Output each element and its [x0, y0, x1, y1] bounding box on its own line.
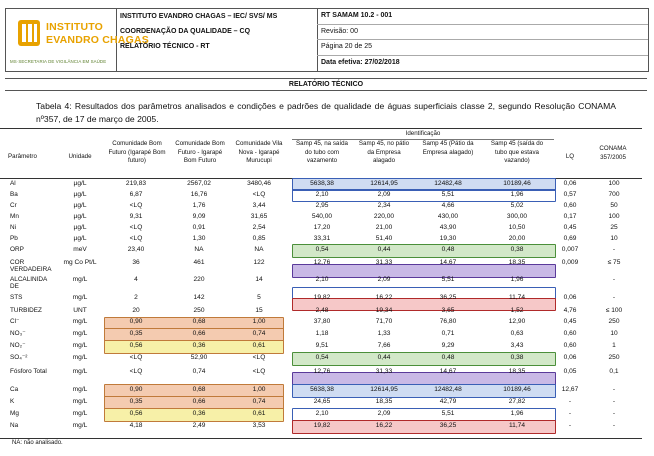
cell-s3: 5,51 [441, 191, 455, 198]
header-lq: LQ [565, 153, 575, 160]
cell-c2: 0,36 [192, 342, 206, 349]
cell-c1: <LQ [129, 202, 143, 209]
cell-s1: 5638,38 [310, 180, 334, 187]
cell-s2: 0,44 [377, 354, 391, 361]
cell-s3: 14,67 [439, 368, 457, 375]
cell-cn: - [612, 398, 616, 405]
cell-s4: 300,00 [506, 213, 528, 220]
cell-c1: 0,35 [129, 330, 143, 337]
cell-s1: 0,54 [315, 246, 329, 253]
cell-s4: 1,96 [510, 191, 524, 198]
cell-s3: 76,80 [439, 318, 457, 325]
cell-lq: 0,009 [561, 259, 579, 266]
cell-c2: 220 [193, 276, 205, 283]
cell-s2: 19,34 [375, 307, 393, 314]
cell-c3: 0,61 [252, 410, 266, 417]
cell-s4: 18,35 [508, 259, 526, 266]
cell-c3: 0,85 [252, 235, 266, 242]
cell-s2: 12614,95 [370, 386, 398, 393]
cell-s1: 24,65 [313, 398, 331, 405]
cell-cn: - [612, 422, 616, 429]
header-conama: CONAMA 357/2005 [599, 145, 627, 161]
cell-c3: 1,00 [252, 318, 266, 325]
cell-c3: 2,54 [252, 224, 266, 231]
cell-s1: 37,80 [313, 318, 331, 325]
cell-u: µg/L [73, 191, 87, 198]
cell-s1: 540,00 [311, 213, 333, 220]
cell-u: meV [73, 246, 87, 253]
cell-s2: 2,09 [377, 276, 391, 283]
cell-s1: 12,76 [313, 259, 331, 266]
doc-page: Página 20 de 25 [317, 40, 648, 56]
cell-c2: 0,68 [192, 318, 206, 325]
doc-type: RELATÓRIO TÉCNICO - RT [120, 43, 210, 50]
cell-c2: 0,66 [192, 398, 206, 405]
cell-lq: - [568, 398, 572, 405]
cell-s1: 9,51 [315, 342, 329, 349]
cell-c3: 3,44 [252, 202, 266, 209]
cell-c2: 250 [193, 307, 205, 314]
cell-s1: 33,31 [313, 235, 331, 242]
param-label: Fósforo Total [10, 368, 47, 375]
cell-s2: 12614,95 [370, 180, 398, 187]
cell-s3: 4,66 [441, 202, 455, 209]
param-label: TURBIDEZ [10, 307, 42, 314]
cell-s4: 0,38 [510, 246, 524, 253]
cell-c3: NA [254, 246, 264, 253]
cell-c1: 4,18 [129, 422, 143, 429]
cell-lq: 0,06 [563, 294, 577, 301]
cell-c1: 9,31 [129, 213, 143, 220]
cell-u: UNT [73, 307, 87, 314]
cell-c1: 219,83 [125, 180, 147, 187]
cell-c1: 0,90 [129, 318, 143, 325]
cell-cn: - [612, 294, 616, 301]
cell-u: mg/L [72, 318, 88, 325]
cell-s1: 0,54 [315, 354, 329, 361]
cell-s2: 31,33 [375, 368, 393, 375]
cell-c2: 0,66 [192, 330, 206, 337]
cell-c1: 23,40 [127, 246, 145, 253]
cell-c1: 20 [132, 307, 140, 314]
cell-s2: 16,22 [375, 422, 393, 429]
cell-c2: 16,76 [190, 191, 208, 198]
doc-revision: Revisão: 00 [317, 25, 648, 41]
cell-c1: <LQ [129, 224, 143, 231]
param-label: Cl⁻ [10, 318, 20, 325]
cell-s2: 21,00 [375, 224, 393, 231]
cell-c3: 122 [253, 259, 265, 266]
doc-date: Data efetiva: 27/02/2018 [321, 58, 400, 66]
cell-s4: 12,90 [508, 318, 526, 325]
cell-c2: 142 [193, 294, 205, 301]
cell-s3: 0,48 [441, 246, 455, 253]
cell-c2: 0,36 [192, 410, 206, 417]
cell-s1: 2,95 [315, 202, 329, 209]
cell-s3: 9,29 [441, 342, 455, 349]
cell-c1: 0,35 [129, 398, 143, 405]
cell-s4: 0,63 [510, 330, 524, 337]
cell-u: µg/L [73, 202, 87, 209]
cell-s2: 2,09 [377, 410, 391, 417]
cell-s3: 12482,48 [434, 386, 462, 393]
cell-s1: 17,20 [313, 224, 331, 231]
cell-s3: 14,67 [439, 259, 457, 266]
cell-s2: 0,44 [377, 246, 391, 253]
header-c2: Comunidade Bom Futuro - Igarapé Bom Futuro [175, 140, 225, 164]
cell-c3: <LQ [252, 354, 266, 361]
param-label: Mg [10, 410, 19, 417]
logo-line-2: EVANDRO CHAGAS [46, 34, 149, 46]
cell-s4: 11,74 [508, 422, 525, 429]
cell-cn: - [612, 386, 616, 393]
cell-lq: 0,17 [563, 213, 577, 220]
cell-cn: 50 [610, 202, 618, 209]
param-label: Ca [10, 386, 19, 393]
cell-lq: 0,06 [563, 354, 577, 361]
cell-u: µg/L [73, 235, 87, 242]
cell-cn: - [612, 246, 616, 253]
cell-c2: 2,49 [192, 422, 206, 429]
header-s2: Samp 45, no pátio da Empresa alagado [358, 140, 410, 164]
cell-cn: 0,1 [609, 368, 619, 375]
cell-c3: 3480,46 [247, 180, 271, 187]
cell-s4: 0,38 [510, 354, 524, 361]
cell-c3: 0,74 [252, 398, 266, 405]
param-label: Mn [10, 213, 19, 220]
cell-s4: 10189,46 [503, 180, 531, 187]
cell-cn: 100 [608, 213, 620, 220]
org-name: INSTITUTO EVANDRO CHAGAS – IEC/ SVS/ MS [120, 13, 278, 20]
param-label: ORP [10, 246, 24, 253]
cell-s4: 18,35 [508, 368, 526, 375]
cell-s2: 2,34 [377, 202, 391, 209]
cell-cn: 25 [610, 224, 618, 231]
document-header [5, 8, 649, 72]
cell-c2: 2567,02 [187, 180, 211, 187]
cell-s4: 5,02 [510, 202, 524, 209]
cell-s2: 18,35 [375, 398, 393, 405]
cell-u: mg/L [72, 398, 88, 405]
cell-s2: 71,70 [375, 318, 393, 325]
cell-lq: 0,69 [563, 235, 577, 242]
cell-s1: 2,10 [315, 410, 329, 417]
cell-c3: 15 [255, 307, 263, 314]
cell-c3: 14 [255, 276, 263, 283]
header-param: Parâmetro [8, 153, 37, 160]
cell-lq: 0,05 [563, 368, 577, 375]
cell-c1: 36 [132, 259, 140, 266]
cell-s1: 19,82 [313, 294, 331, 301]
cell-c2: 0,74 [192, 368, 206, 375]
cell-c3: <LQ [252, 368, 266, 375]
table-caption: Tabela 4: Resultados dos parâmetros analisados e condições e padrões de qualidade de águas superficiais classe 2, segundo Resolução CONAMA nº357, de 17 de março de 2005. [36, 101, 616, 124]
param-label: Al [10, 180, 16, 187]
cell-c1: 0,56 [129, 342, 143, 349]
identification-heading: Identificação [405, 130, 441, 137]
cell-s1: 2,10 [315, 191, 329, 198]
cell-u: mg/L [72, 368, 88, 375]
cell-c1: 4 [134, 276, 138, 283]
cell-c1: 6,87 [129, 191, 143, 198]
cell-s4: 1,52 [510, 307, 524, 314]
cell-s3: 43,90 [439, 224, 457, 231]
cell-cn: 10 [610, 235, 618, 242]
cell-cn: - [612, 410, 616, 417]
cell-c1: <LQ [129, 368, 143, 375]
cell-c3: 5 [257, 294, 261, 301]
cell-s3: 3,65 [441, 307, 455, 314]
institute-logo-icon [16, 18, 42, 48]
cell-s4: 10,50 [508, 224, 526, 231]
cell-lq: - [568, 410, 572, 417]
cell-c1: <LQ [129, 354, 143, 361]
cell-c3: 0,74 [252, 330, 266, 337]
cell-c1: 0,90 [129, 386, 143, 393]
cell-lq: 12,67 [561, 386, 579, 393]
param-label: Ba [10, 191, 18, 198]
header-s3: Samp 45 (Pátio da Empresa alagado) [422, 140, 474, 156]
cell-s4: 10189,46 [503, 386, 531, 393]
cell-u: mg/L [72, 276, 88, 283]
cell-lq: 0,45 [563, 318, 577, 325]
cell-s4: 1,96 [510, 410, 524, 417]
header-c3: Comunidade Vila Nova - Igarapé Murucupi [235, 140, 283, 164]
param-label: Ni [10, 224, 17, 231]
cell-s1: 12,76 [313, 368, 331, 375]
cell-cn: 10 [610, 330, 618, 337]
cell-cn: ≤ 75 [607, 259, 621, 266]
cell-lq: 0,007 [561, 246, 579, 253]
cell-u: mg Co Pt/L [63, 259, 97, 266]
header-c1: Comunidade Bom Futuro (Igarapé Bom futuro) [108, 140, 166, 164]
cell-s3: 42,79 [439, 398, 457, 405]
cell-u: mg/L [72, 410, 88, 417]
dept-name: COORDENAÇÃO DA QUALIDADE – CQ [120, 28, 251, 35]
cell-c2: 461 [193, 259, 205, 266]
header-unit: Unidade [68, 153, 92, 160]
cell-c2: 0,91 [192, 224, 206, 231]
footnote: NA: não analisado. [12, 440, 63, 446]
cell-s3: 36,25 [439, 422, 457, 429]
header-meta [317, 9, 648, 71]
cell-s3: 12482,48 [434, 180, 462, 187]
cell-s2: 7,66 [377, 342, 391, 349]
cell-c3: 1,00 [252, 386, 266, 393]
cell-lq: 0,60 [563, 342, 577, 349]
cell-cn: 250 [608, 318, 620, 325]
cell-s3: 5,51 [441, 410, 455, 417]
cell-s4: 27,82 [508, 398, 526, 405]
param-label: STS [10, 294, 23, 301]
cell-s4: 20,00 [508, 235, 526, 242]
param-label: SO₄⁻² [10, 354, 28, 361]
cell-s3: 36,25 [439, 294, 457, 301]
cell-u: mg/L [72, 386, 88, 393]
param-label: NO₂⁻ [10, 342, 26, 349]
cell-c2: 1,30 [192, 235, 206, 242]
cell-s2: 2,09 [377, 191, 391, 198]
cell-u: mg/L [72, 330, 88, 337]
cell-cn: - [612, 276, 616, 283]
cell-u: µg/L [73, 224, 87, 231]
cell-c1: <LQ [129, 235, 143, 242]
section-title: RELATÓRIO TÉCNICO [5, 78, 647, 91]
cell-s2: 51,40 [375, 235, 393, 242]
cell-s4: 1,96 [510, 276, 524, 283]
param-label: COR VERDADEIRA [10, 259, 52, 273]
cell-c3: 31,65 [250, 213, 268, 220]
cell-c3: 3,53 [252, 422, 266, 429]
cell-s1: 1,18 [315, 330, 329, 337]
cell-u: mg/L [72, 354, 88, 361]
param-label: NO₃⁻ [10, 330, 26, 337]
cell-c2: 9,09 [192, 213, 206, 220]
cell-s4: 3,43 [510, 342, 524, 349]
cell-c3: <LQ [252, 191, 266, 198]
cell-c2: 0,68 [192, 386, 206, 393]
cell-s3: 19,30 [439, 235, 457, 242]
cell-c2: 1,76 [192, 202, 206, 209]
cell-c1: 0,56 [129, 410, 143, 417]
param-label: Cr [10, 202, 17, 209]
cell-lq: 0,57 [563, 191, 577, 198]
cell-s1: 2,48 [315, 307, 329, 314]
cell-s2: 31,33 [375, 259, 393, 266]
header-s1: Samp 45, na saída do tubo com vazamento [296, 140, 348, 164]
cell-s3: 0,71 [441, 330, 455, 337]
cell-c1: 2 [134, 294, 138, 301]
cell-s2: 220,00 [373, 213, 395, 220]
cell-s3: 430,00 [437, 213, 459, 220]
cell-s1: 19,82 [313, 422, 331, 429]
cell-lq: 0,60 [563, 202, 577, 209]
table-bottom-rule [0, 438, 642, 439]
cell-s2: 16,22 [375, 294, 393, 301]
cell-c3: 0,61 [252, 342, 266, 349]
cell-s2: 1,33 [377, 330, 391, 337]
cell-cn: 250 [608, 354, 620, 361]
doc-code: RT SAMAM 10.2 - 001 [317, 9, 648, 25]
cell-u: mg/L [72, 342, 88, 349]
cell-s3: 0,48 [441, 354, 455, 361]
cell-u: µg/L [73, 180, 87, 187]
cell-lq: 0,45 [563, 224, 577, 231]
cell-lq: 4,76 [563, 307, 577, 314]
cell-cn: ≤ 100 [605, 307, 623, 314]
cell-u: mg/L [72, 294, 88, 301]
cell-lq: 0,06 [563, 180, 577, 187]
logo-subtitle: MS·SECRETARIA DE VIGILÂNCIA EM SAÚDE [10, 59, 107, 64]
institute-logo [6, 9, 149, 71]
header-s4: Samp 45 (saída do tubo que estava vazando) [490, 140, 544, 164]
param-label: ALCALINIDA DE [10, 276, 47, 290]
header-organization [116, 9, 318, 71]
cell-s4: 11,74 [508, 294, 525, 301]
cell-cn: 100 [608, 180, 620, 187]
cell-u: mg/L [72, 422, 88, 429]
cell-u: µg/L [73, 213, 87, 220]
cell-s3: 5,51 [441, 276, 455, 283]
param-label: Na [10, 422, 19, 429]
cell-s1: 5638,38 [310, 386, 334, 393]
cell-c2: 52,90 [190, 354, 208, 361]
cell-cn: 700 [608, 191, 620, 198]
cell-lq: 0,60 [563, 330, 577, 337]
cell-c2: NA [194, 246, 204, 253]
param-label: Pb [10, 235, 18, 242]
cell-cn: 1 [612, 342, 616, 349]
logo-line-1: INSTITUTO [46, 21, 104, 33]
cell-lq: - [568, 422, 572, 429]
cell-s1: 2,10 [315, 276, 329, 283]
param-label: K [10, 398, 15, 405]
